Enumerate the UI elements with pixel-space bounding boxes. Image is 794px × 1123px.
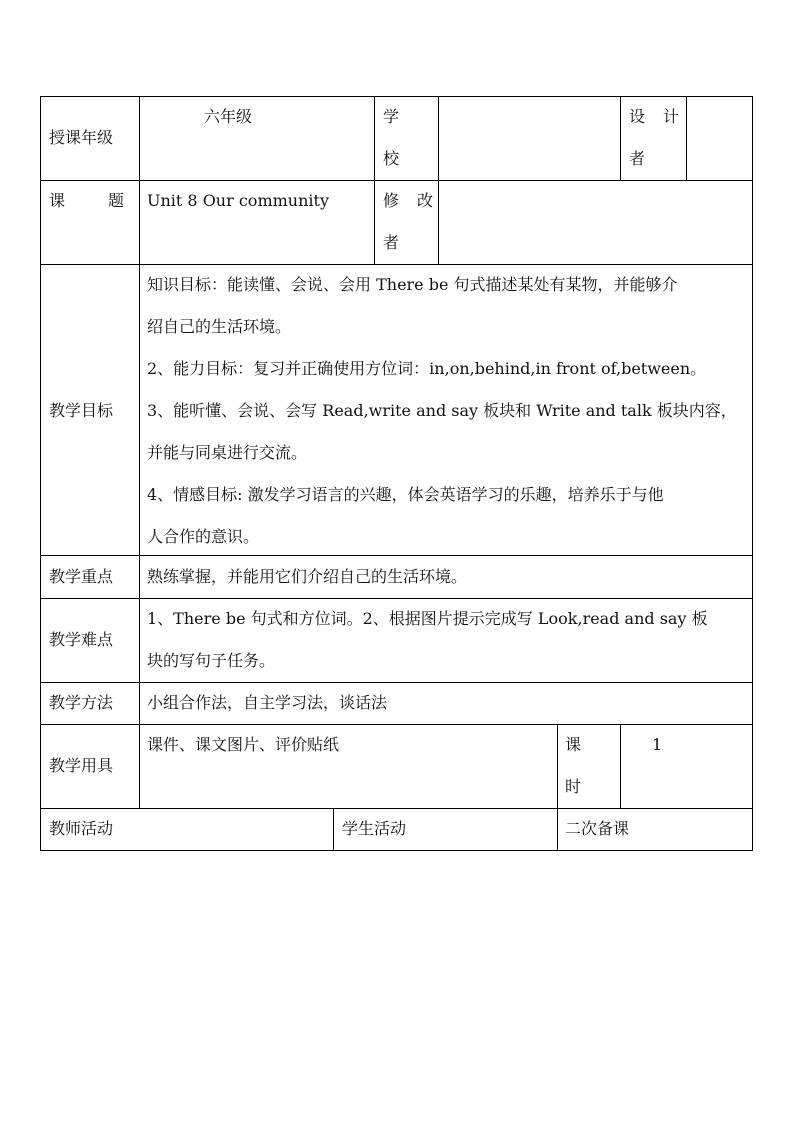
second-prep-label: 二次备课 — [565, 819, 630, 838]
grade-label: 授课年级 — [49, 128, 114, 147]
reviser-label-char-1: 修 — [383, 191, 400, 210]
objectives-line: 并能与同桌进行交流。 — [147, 443, 308, 462]
objectives-line: 知识目标：能读懂、会说、会用 There be 句式描述某处有某物，并能够介 — [147, 275, 678, 294]
designer-label-line-1 — [629, 96, 679, 138]
tools-label: 教学用具 — [49, 756, 114, 775]
objectives-line: 2、能力目标：复习并正确使用方位词：in,on,behind,in front of,between。 — [147, 359, 707, 378]
key-points-value: 熟练掌握，并能用它们介绍自己的生活环境。 — [147, 567, 468, 586]
student-activity-label: 学生活动 — [342, 819, 407, 838]
designer-label — [629, 96, 679, 180]
designer-label-line-2: 者 — [629, 149, 646, 168]
period-label-line-2: 时 — [565, 777, 582, 796]
reviser-label — [383, 180, 433, 264]
reviser-label-line-2: 者 — [383, 233, 400, 252]
objectives-line: 4、情感目标: 激发学习语言的兴趣，体会英语学习的乐趣，培养乐于与他 — [147, 485, 664, 504]
period-label — [565, 724, 581, 808]
objectives-line: 人合作的意识。 — [147, 527, 260, 546]
teacher-activity-label: 教师活动 — [49, 819, 114, 838]
grade-value: 六年级 — [204, 107, 253, 126]
difficulties-line: 块的写句子任务。 — [147, 651, 276, 670]
objectives-text — [147, 264, 737, 558]
reviser-label-char-2: 改 — [416, 191, 433, 210]
designer-label-char-1: 设 — [629, 107, 646, 126]
tools-value: 课件、课文图片、评价贴纸 — [147, 735, 340, 754]
topic-value: Unit 8 Our community — [147, 191, 329, 210]
topic-label-char-1: 课 — [49, 191, 66, 210]
topic-label-char-2: 题 — [107, 191, 124, 210]
school-label — [383, 96, 399, 180]
period-value: 1 — [652, 735, 663, 754]
reviser-label-line-1 — [383, 180, 433, 222]
difficulties-line: 1、There be 句式和方位词。2、根据图片提示完成写 Look,read and say 板 — [147, 609, 708, 628]
objectives-line: 绍自己的生活环境。 — [147, 317, 292, 336]
objectives-label: 教学目标 — [49, 401, 114, 420]
objectives-line: 3、能听懂、会说、会写 Read,write and say 板块和 Write and talk 板块内容， — [147, 401, 737, 420]
school-label-line-1: 学 — [383, 107, 400, 126]
period-label-line-1: 课 — [565, 735, 582, 754]
difficulties-text — [147, 598, 708, 682]
topic-label — [49, 180, 124, 222]
difficulties-label: 教学难点 — [49, 630, 114, 649]
designer-label-char-2: 计 — [662, 107, 679, 126]
key-points-label: 教学重点 — [49, 567, 114, 586]
methods-value: 小组合作法，自主学习法，谈话法 — [147, 693, 388, 712]
school-label-line-2: 校 — [383, 149, 400, 168]
methods-label: 教学方法 — [49, 693, 114, 712]
